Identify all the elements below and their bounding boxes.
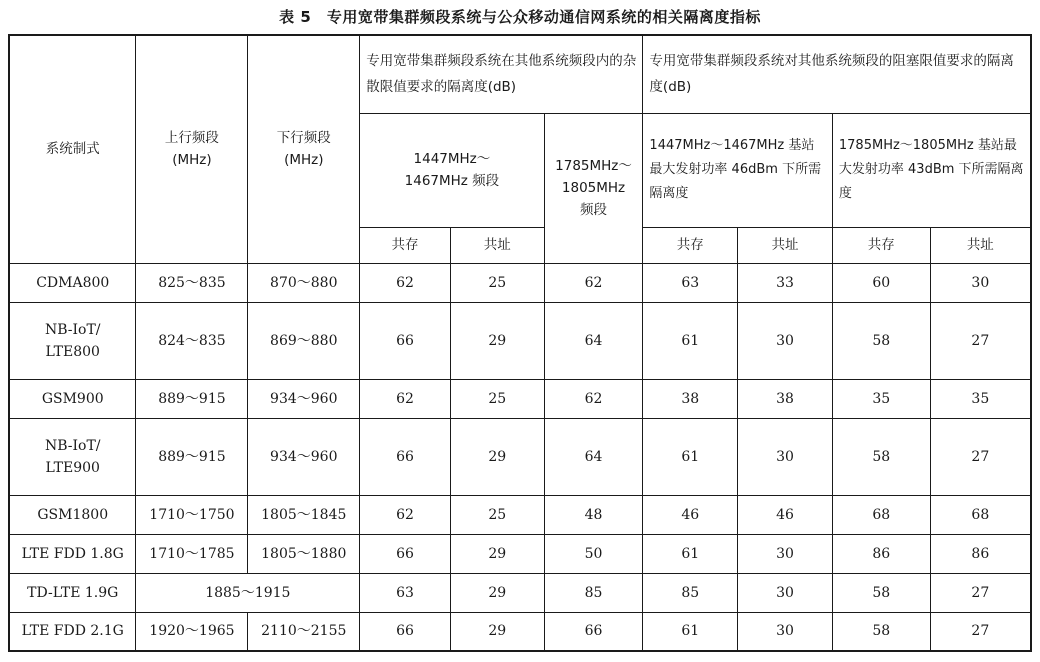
cell-block-1447-colocate: 30 xyxy=(738,573,833,612)
header-block-1447-coexist: 共存 xyxy=(643,227,738,263)
cell-spur-1785: 66 xyxy=(544,612,643,651)
cell-system: TD-LTE 1.9G xyxy=(9,573,136,612)
cell-block-1785-colocate: 27 xyxy=(930,612,1031,651)
cell-uplink: 1920～1965 xyxy=(136,612,248,651)
cell-spur-1447-colocate: 25 xyxy=(450,495,544,534)
table-body xyxy=(9,263,1031,651)
cell-block-1785-colocate: 30 xyxy=(930,263,1031,302)
cell-spur-1447-coexist: 66 xyxy=(360,302,451,379)
isolation-table xyxy=(8,34,1032,652)
cell-block-1447-coexist: 38 xyxy=(643,379,738,418)
cell-spur-1785: 62 xyxy=(544,379,643,418)
cell-spur-1785: 85 xyxy=(544,573,643,612)
header-spur-1447: 1447MHz～ 1467MHz 频段 xyxy=(360,113,544,227)
cell-system: GSM900 xyxy=(9,379,136,418)
cell-block-1447-coexist: 85 xyxy=(643,573,738,612)
header-block-1447-colocate: 共址 xyxy=(738,227,833,263)
cell-spur-1447-colocate: 25 xyxy=(450,263,544,302)
cell-block-1785-colocate: 68 xyxy=(930,495,1031,534)
table-row xyxy=(9,612,1031,651)
cell-system: GSM1800 xyxy=(9,495,136,534)
cell-block-1785-coexist: 68 xyxy=(832,495,930,534)
cell-uplink: 1710～1785 xyxy=(136,534,248,573)
cell-block-1785-coexist: 58 xyxy=(832,418,930,495)
cell-spur-1447-coexist: 63 xyxy=(360,573,451,612)
cell-block-1785-coexist: 60 xyxy=(832,263,930,302)
cell-spur-1447-coexist: 66 xyxy=(360,534,451,573)
cell-downlink: 1805～1880 xyxy=(248,534,360,573)
table-row xyxy=(9,379,1031,418)
cell-block-1447-coexist: 61 xyxy=(643,534,738,573)
cell-downlink: 934～960 xyxy=(248,379,360,418)
cell-block-1785-coexist: 58 xyxy=(832,612,930,651)
cell-block-1785-colocate: 27 xyxy=(930,418,1031,495)
header-system: 系统制式 xyxy=(9,35,136,263)
header-spur-1447-colocate: 共址 xyxy=(450,227,544,263)
cell-band: 1885～1915 xyxy=(136,573,360,612)
table-title: 表 5 专用宽带集群频段系统与公众移动通信网系统的相关隔离度指标 xyxy=(279,8,761,26)
cell-block-1447-colocate: 30 xyxy=(738,302,833,379)
cell-block-1447-colocate: 46 xyxy=(738,495,833,534)
cell-uplink: 824～835 xyxy=(136,302,248,379)
cell-system: LTE FDD 2.1G xyxy=(9,612,136,651)
cell-spur-1785: 48 xyxy=(544,495,643,534)
cell-downlink: 934～960 xyxy=(248,418,360,495)
cell-system: NB-IoT/ LTE900 xyxy=(9,418,136,495)
cell-downlink: 1805～1845 xyxy=(248,495,360,534)
cell-system: NB-IoT/ LTE800 xyxy=(9,302,136,379)
cell-downlink: 870～880 xyxy=(248,263,360,302)
header-block-1785: 1785MHz～1805MHz 基站最大发射功率 43dBm 下所需隔离度 xyxy=(832,113,1031,227)
cell-block-1785-colocate: 27 xyxy=(930,573,1031,612)
cell-block-1447-colocate: 33 xyxy=(738,263,833,302)
table-row xyxy=(9,302,1031,379)
cell-block-1447-coexist: 63 xyxy=(643,263,738,302)
cell-block-1447-colocate: 30 xyxy=(738,418,833,495)
cell-block-1447-coexist: 61 xyxy=(643,612,738,651)
cell-spur-1447-coexist: 62 xyxy=(360,379,451,418)
header-block-1447: 1447MHz～1467MHz 基站最大发射功率 46dBm 下所需隔离度 xyxy=(643,113,832,227)
cell-uplink: 889～915 xyxy=(136,379,248,418)
cell-spur-1785: 64 xyxy=(544,418,643,495)
cell-spur-1447-coexist: 62 xyxy=(360,263,451,302)
cell-block-1785-colocate: 27 xyxy=(930,302,1031,379)
cell-block-1447-colocate: 30 xyxy=(738,612,833,651)
header-spurious-group: 专用宽带集群频段系统在其他系统频段内的杂散限值要求的隔离度(dB) xyxy=(360,35,643,113)
cell-block-1785-coexist: 86 xyxy=(832,534,930,573)
cell-spur-1447-colocate: 29 xyxy=(450,573,544,612)
cell-block-1785-coexist: 58 xyxy=(832,302,930,379)
cell-block-1785-colocate: 35 xyxy=(930,379,1031,418)
cell-spur-1785: 64 xyxy=(544,302,643,379)
cell-uplink: 1710～1750 xyxy=(136,495,248,534)
cell-spur-1447-coexist: 66 xyxy=(360,418,451,495)
cell-block-1447-coexist: 46 xyxy=(643,495,738,534)
header-block-1785-colocate: 共址 xyxy=(930,227,1031,263)
header-spur-1785: 1785MHz～ 1805MHz 频段 xyxy=(544,113,643,263)
cell-uplink: 825～835 xyxy=(136,263,248,302)
table-row xyxy=(9,418,1031,495)
cell-downlink: 2110～2155 xyxy=(248,612,360,651)
cell-spur-1447-coexist: 66 xyxy=(360,612,451,651)
cell-spur-1447-coexist: 62 xyxy=(360,495,451,534)
table-row xyxy=(9,263,1031,302)
cell-block-1447-coexist: 61 xyxy=(643,302,738,379)
cell-block-1785-coexist: 58 xyxy=(832,573,930,612)
cell-uplink: 889～915 xyxy=(136,418,248,495)
header-spur-1447-coexist: 共存 xyxy=(360,227,451,263)
header-blocking-group: 专用宽带集群频段系统对其他系统频段的阻塞限值要求的隔离度(dB) xyxy=(643,35,1031,113)
cell-block-1447-coexist: 61 xyxy=(643,418,738,495)
table-row xyxy=(9,534,1031,573)
header-uplink: 上行频段 (MHz) xyxy=(136,35,248,263)
cell-spur-1785: 50 xyxy=(544,534,643,573)
header-block-1785-coexist: 共存 xyxy=(832,227,930,263)
cell-block-1447-colocate: 30 xyxy=(738,534,833,573)
cell-block-1785-coexist: 35 xyxy=(832,379,930,418)
cell-spur-1447-colocate: 29 xyxy=(450,612,544,651)
cell-spur-1447-colocate: 29 xyxy=(450,418,544,495)
cell-spur-1447-colocate: 29 xyxy=(450,534,544,573)
cell-spur-1447-colocate: 25 xyxy=(450,379,544,418)
table-row xyxy=(9,495,1031,534)
cell-spur-1447-colocate: 29 xyxy=(450,302,544,379)
table-row xyxy=(9,573,1031,612)
cell-block-1785-colocate: 86 xyxy=(930,534,1031,573)
header-downlink: 下行频段 (MHz) xyxy=(248,35,360,263)
cell-spur-1785: 62 xyxy=(544,263,643,302)
cell-system: LTE FDD 1.8G xyxy=(9,534,136,573)
table-header xyxy=(9,35,1031,263)
cell-block-1447-colocate: 38 xyxy=(738,379,833,418)
cell-downlink: 869～880 xyxy=(248,302,360,379)
header-row-1 xyxy=(9,35,1031,113)
cell-system: CDMA800 xyxy=(9,263,136,302)
